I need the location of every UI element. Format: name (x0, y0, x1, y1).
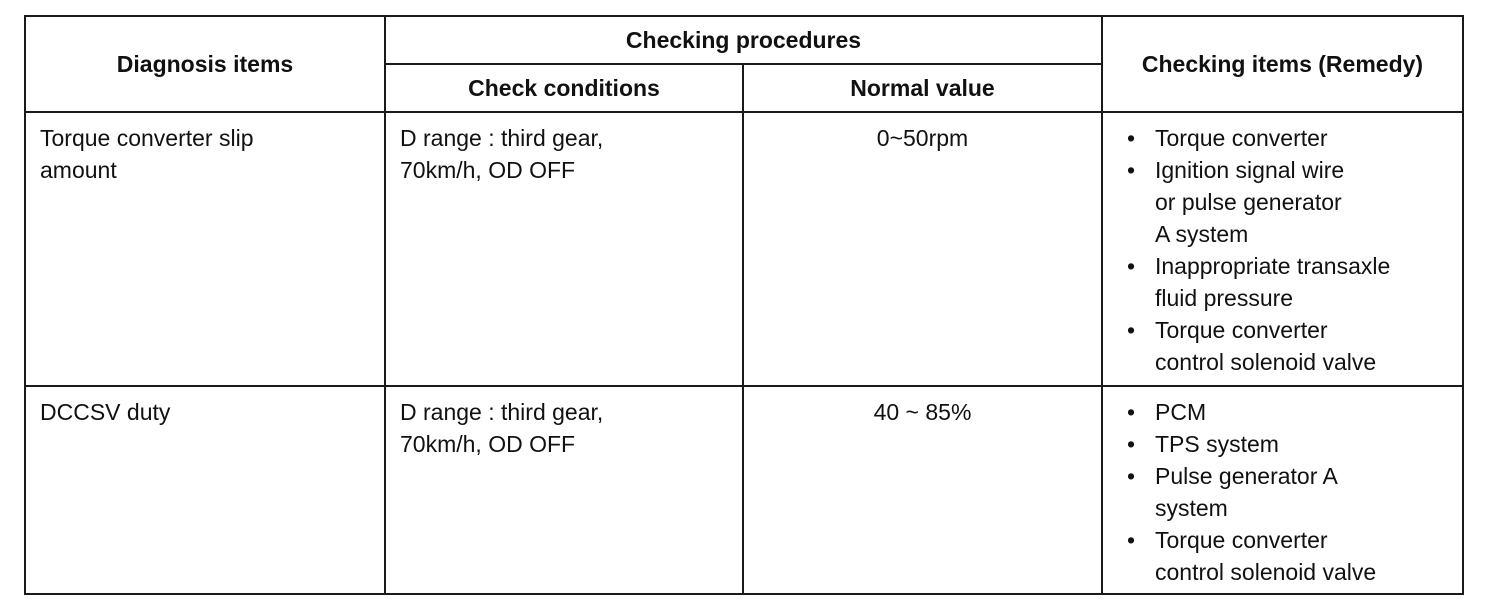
bullet-icon: • (1127, 527, 1136, 553)
diagnosis-line: amount (40, 157, 117, 183)
condition-cell (385, 112, 743, 386)
diagnosis-line: Torque converter slip (40, 125, 254, 151)
remedy-line: system (1155, 495, 1228, 521)
remedy-line: control solenoid valve (1155, 349, 1377, 375)
remedy-line: Torque converter (1155, 527, 1328, 553)
header-normal-value: Normal value (743, 64, 1102, 112)
bullet-icon: • (1127, 431, 1136, 457)
bullet-icon: • (1127, 125, 1136, 151)
bullet-icon: • (1127, 157, 1136, 183)
diagnosis-cell (25, 112, 385, 386)
diagnosis-table (24, 15, 1464, 595)
table-row (25, 386, 1463, 594)
diagnosis-cell (25, 386, 385, 594)
remedy-line: A system (1155, 221, 1249, 247)
condition-line: 70km/h, OD OFF (400, 157, 576, 183)
remedy-line: control solenoid valve (1155, 559, 1377, 585)
condition-cell (385, 386, 743, 594)
condition-line: D range : third gear, (400, 399, 604, 425)
bullet-icon: • (1127, 253, 1136, 279)
normal-value-cell: 40 ~ 85% (743, 386, 1102, 594)
remedy-line: fluid pressure (1155, 285, 1294, 311)
remedy-line: Torque converter (1155, 125, 1328, 151)
header-checking-items-remedy: Checking items (Remedy) (1102, 16, 1463, 112)
list-item (1121, 396, 1458, 428)
header-diagnosis-items: Diagnosis items (25, 16, 385, 112)
remedy-list (1121, 396, 1458, 588)
bullet-icon: • (1127, 399, 1136, 425)
header-check-conditions: Check conditions (385, 64, 743, 112)
remedy-cell (1102, 386, 1463, 594)
list-item (1121, 154, 1458, 250)
diagnosis-line: DCCSV duty (40, 399, 171, 425)
list-item (1121, 122, 1458, 154)
remedy-line: Inappropriate transaxle (1155, 253, 1391, 279)
list-item (1121, 314, 1458, 378)
condition-line: D range : third gear, (400, 125, 604, 151)
remedy-line: Pulse generator A (1155, 463, 1338, 489)
table-row (25, 112, 1463, 386)
remedy-line: TPS system (1155, 431, 1279, 457)
list-item (1121, 428, 1458, 460)
list-item (1121, 250, 1458, 314)
remedy-line: PCM (1155, 399, 1207, 425)
remedy-cell (1102, 112, 1463, 386)
condition-line: 70km/h, OD OFF (400, 431, 576, 457)
list-item (1121, 460, 1458, 524)
list-item (1121, 524, 1458, 588)
bullet-icon: • (1127, 317, 1136, 343)
header-checking-procedures: Checking procedures (385, 16, 1102, 64)
remedy-line: Ignition signal wire (1155, 157, 1345, 183)
bullet-icon: • (1127, 463, 1136, 489)
remedy-line: or pulse generator (1155, 189, 1342, 215)
normal-value-cell: 0~50rpm (743, 112, 1102, 386)
remedy-line: Torque converter (1155, 317, 1328, 343)
remedy-list (1121, 122, 1458, 378)
